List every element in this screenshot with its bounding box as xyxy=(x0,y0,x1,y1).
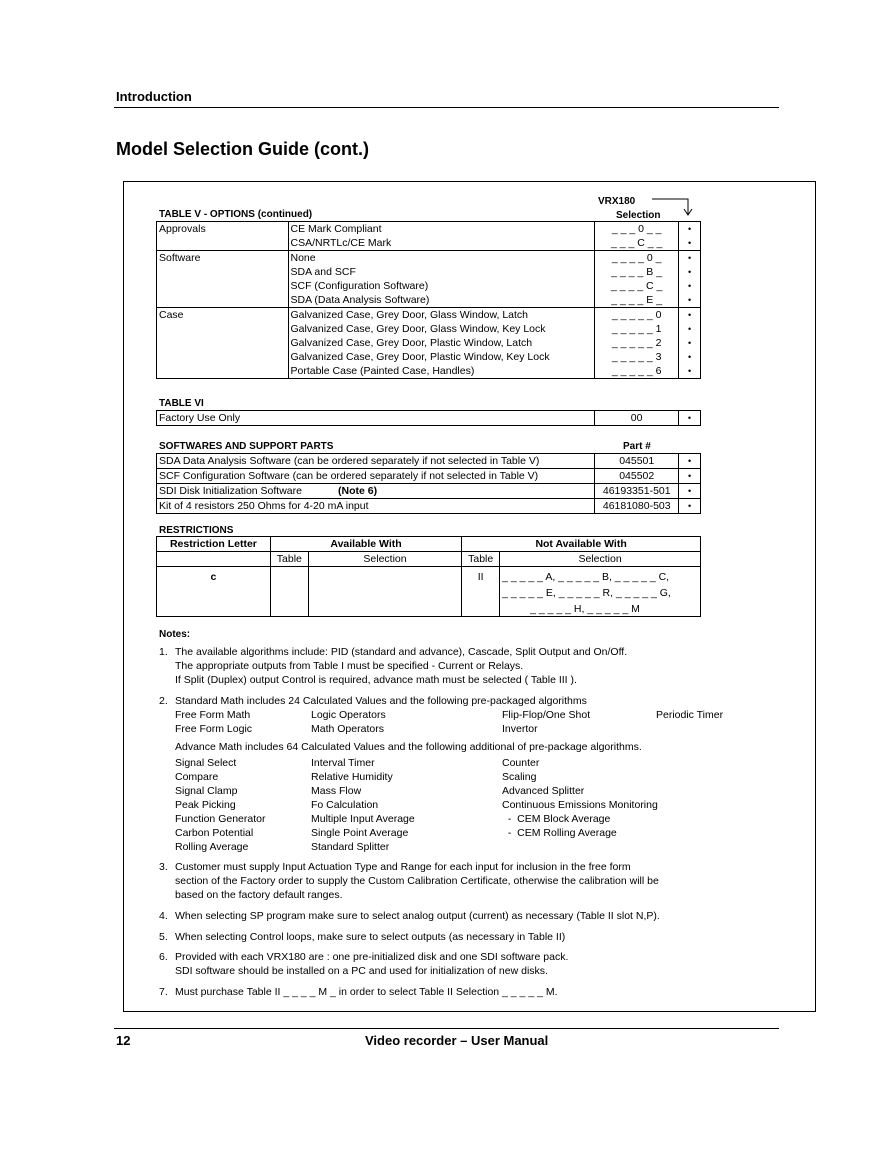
bullet: • xyxy=(687,295,692,305)
software-parts-table xyxy=(156,453,701,514)
note-number: 4. xyxy=(159,910,168,922)
na-table: II xyxy=(462,567,500,617)
algorithm-item: Mass Flow xyxy=(311,785,362,797)
available-with-header: Available With xyxy=(270,537,461,552)
footer-rule xyxy=(114,1028,779,1029)
option-desc: SCF (Configuration Software) xyxy=(290,280,429,292)
na-selection-line: _ _ _ _ _ E, _ _ _ _ _ R, _ _ _ _ _ G, xyxy=(502,587,671,599)
part-number-label: Part # xyxy=(623,441,651,452)
note-7: Must purchase Table II _ _ _ _ M _ in order to select Table II Selection _ _ _ _ _ M. xyxy=(175,986,558,998)
bullet: • xyxy=(687,338,692,348)
algorithm-item: Math Operators xyxy=(311,723,384,735)
bullet: • xyxy=(687,224,692,234)
option-desc: Galvanized Case, Grey Door, Glass Window, Key Lock xyxy=(290,323,546,335)
algorithm-item: Flip-Flop/One Shot xyxy=(502,709,591,721)
option-desc: SDA and SCF xyxy=(290,266,356,278)
algorithm-item: Rolling Average xyxy=(175,841,249,853)
table-row xyxy=(157,484,701,499)
option-code: _ _ _ _ _ 3 xyxy=(611,351,662,363)
table-header: Table xyxy=(270,552,308,567)
algorithm-item: Signal Clamp xyxy=(175,785,238,797)
table-header: Table xyxy=(462,552,500,567)
table-row xyxy=(157,552,701,567)
algorithm-item: Carbon Potential xyxy=(175,827,254,839)
table-vi xyxy=(156,410,701,426)
algorithm-item: Continuous Emissions Monitoring xyxy=(502,799,658,811)
table-row xyxy=(157,454,701,469)
part-note: (Note 6) xyxy=(337,485,378,497)
option-desc: Galvanized Case, Grey Door, Plastic Window, Latch xyxy=(290,337,533,349)
note-1-line: If Split (Duplex) output Control is required, advance math must be selected ( Table III ). xyxy=(175,674,577,686)
option-desc: CSA/NRTLc/CE Mark xyxy=(290,237,392,249)
note-number: 7. xyxy=(159,986,168,998)
note-2-advance-intro: Advance Math includes 64 Calculated Values and the following additional of pre-package algorithms. xyxy=(175,741,642,753)
algorithm-item: Invertor xyxy=(502,723,538,735)
note-number: 6. xyxy=(159,951,168,963)
table-v xyxy=(156,221,701,379)
factory-use-desc: Factory Use Only xyxy=(157,411,595,426)
part-number: 46193351-501 xyxy=(595,484,679,499)
model-label: VRX180 xyxy=(598,196,636,207)
bullet: • xyxy=(679,484,701,499)
part-number: 045502 xyxy=(595,469,679,484)
table-row xyxy=(157,469,701,484)
note-number: 1. xyxy=(159,646,168,658)
part-desc: SCF Configuration Software (can be ordered separately if not selected in Table V) xyxy=(157,469,595,484)
algorithm-item: - CEM Block Average xyxy=(502,813,611,825)
note-3-line: section of the Factory order to supply the Custom Calibration Certificate, otherwise the calibration will be xyxy=(175,875,659,887)
note-number: 5. xyxy=(159,931,168,943)
option-code: _ _ _ _ C _ xyxy=(610,280,663,292)
algorithm-item: Signal Select xyxy=(175,757,237,769)
part-desc: SDI Disk Initialization Software xyxy=(159,485,302,497)
restriction-letter: c xyxy=(157,567,271,617)
table-row xyxy=(157,411,701,426)
algorithm-item: Multiple Input Average xyxy=(311,813,415,825)
selection-header: Selection xyxy=(500,552,701,567)
bullet: • xyxy=(679,499,701,514)
option-desc: None xyxy=(290,252,316,264)
option-code: _ _ _ _ _ 6 xyxy=(611,365,662,377)
algorithm-item: Periodic Timer xyxy=(656,709,724,721)
part-number: 46181080-503 xyxy=(595,499,679,514)
option-code: _ _ _ C _ _ xyxy=(610,237,663,249)
algorithm-item: Free Form Logic xyxy=(175,723,253,735)
note-number: 2. xyxy=(159,695,168,707)
bullet: • xyxy=(687,310,692,320)
option-desc: CE Mark Compliant xyxy=(290,223,382,235)
table-v-title: TABLE V - OPTIONS (continued) xyxy=(159,209,313,220)
note-3-line: based on the factory default ranges. xyxy=(175,889,343,901)
algorithm-item: Free Form Math xyxy=(175,709,251,721)
table-row xyxy=(157,308,701,379)
selection-header: Selection xyxy=(308,552,461,567)
algorithm-item: Logic Operators xyxy=(311,709,386,721)
algorithm-item: Standard Splitter xyxy=(311,841,390,853)
bullet: • xyxy=(687,267,692,277)
section-header: Introduction xyxy=(116,89,192,104)
algorithm-item: Relative Humidity xyxy=(311,771,393,783)
factory-use-code: 00 xyxy=(595,411,679,426)
algorithm-item: Compare xyxy=(175,771,219,783)
note-1-line: The available algorithms include: PID (standard and advance), Cascade, Split Output and On/Off. xyxy=(175,646,628,658)
algorithm-item: Peak Picking xyxy=(175,799,236,811)
bullet: • xyxy=(687,253,692,263)
note-6-line: SDI software should be installed on a PC and used for initialization of new disks. xyxy=(175,965,548,977)
restriction-letter-header: Restriction Letter xyxy=(157,537,271,552)
option-desc: Galvanized Case, Grey Door, Plastic Window, Key Lock xyxy=(290,351,550,363)
note-1-line: The appropriate outputs from Table I must be specified - Current or Relays. xyxy=(175,660,524,672)
na-selection-line: _ _ _ _ _ H, _ _ _ _ _ M xyxy=(530,603,640,615)
table-vi-title: TABLE VI xyxy=(159,398,204,409)
option-code: _ _ _ 0 _ _ xyxy=(611,223,662,235)
table-row xyxy=(157,537,701,552)
note-2-intro: Standard Math includes 24 Calculated Values and the following pre-packaged algorithms xyxy=(175,695,587,707)
table-row xyxy=(157,567,701,617)
bullet: • xyxy=(687,281,692,291)
algorithm-item: Fo Calculation xyxy=(311,799,379,811)
part-desc: Kit of 4 resistors 250 Ohms for 4-20 mA input xyxy=(157,499,595,514)
note-number: 3. xyxy=(159,861,168,873)
option-desc: Galvanized Case, Grey Door, Glass Window, Latch xyxy=(290,309,529,321)
option-code: _ _ _ _ 0 _ xyxy=(611,252,662,264)
part-desc: SDA Data Analysis Software (can be ordered separately if not selected in Table V) xyxy=(157,454,595,469)
bullet: • xyxy=(679,469,701,484)
table-row xyxy=(157,251,701,308)
group-name: Software xyxy=(157,251,289,308)
selection-label: Selection xyxy=(616,210,661,221)
option-desc: Portable Case (Painted Case, Handles) xyxy=(290,365,475,377)
bullet: • xyxy=(679,411,701,426)
part-number: 045501 xyxy=(595,454,679,469)
group-name: Case xyxy=(157,308,289,379)
not-available-with-header: Not Available With xyxy=(462,537,701,552)
note-5: When selecting Control loops, make sure to select outputs (as necessary in Table II) xyxy=(175,931,566,943)
algorithm-item: Scaling xyxy=(502,771,537,783)
restrictions-table xyxy=(156,536,701,617)
algorithm-item: Interval Timer xyxy=(311,757,375,769)
algorithm-item: Counter xyxy=(502,757,540,769)
software-parts-title: SOFTWARES AND SUPPORT PARTS xyxy=(159,441,334,452)
option-code: _ _ _ _ B _ xyxy=(611,266,663,278)
bullet: • xyxy=(687,352,692,362)
notes-title: Notes: xyxy=(159,629,191,640)
bullet: • xyxy=(687,238,692,248)
bullet: • xyxy=(687,324,692,334)
bullet: • xyxy=(687,366,692,376)
note-3-line: Customer must supply Input Actuation Type and Range for each input for inclusion in the free form xyxy=(175,861,631,873)
group-name: Approvals xyxy=(157,222,289,251)
page-number: 12 xyxy=(116,1033,131,1048)
table-row xyxy=(157,499,701,514)
algorithm-item: - CEM Rolling Average xyxy=(502,827,617,839)
note-6-line: Provided with each VRX180 are : one pre-initialized disk and one SDI software pack. xyxy=(175,951,569,963)
na-selection-line: _ _ _ _ _ A, _ _ _ _ _ B, _ _ _ _ _ C, xyxy=(502,571,670,583)
header-rule xyxy=(114,107,779,108)
option-code: _ _ _ _ _ 2 xyxy=(611,337,662,349)
option-code: _ _ _ _ E _ xyxy=(611,294,663,306)
algorithm-item: Advanced Splitter xyxy=(502,785,585,797)
option-code: _ _ _ _ _ 1 xyxy=(611,323,662,335)
option-code: _ _ _ _ _ 0 xyxy=(611,309,662,321)
note-4: When selecting SP program make sure to select analog output (current) as necessary (Table II slot N,P). xyxy=(175,910,660,922)
option-desc: SDA (Data Analysis Software) xyxy=(290,294,430,306)
algorithm-item: Single Point Average xyxy=(311,827,409,839)
algorithm-item: Function Generator xyxy=(175,813,266,825)
footer-title: Video recorder – User Manual xyxy=(365,1033,549,1048)
page-title: Model Selection Guide (cont.) xyxy=(116,139,370,159)
bullet: • xyxy=(679,454,701,469)
table-row xyxy=(157,222,701,251)
restrictions-title: RESTRICTIONS xyxy=(159,525,234,536)
